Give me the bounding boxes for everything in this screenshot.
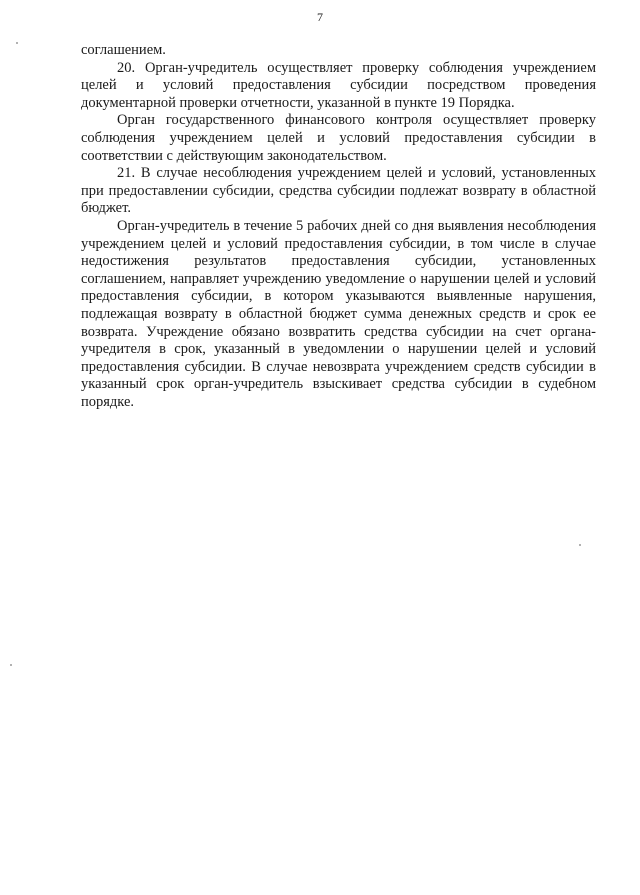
scan-speck (16, 42, 18, 44)
paragraph-continuation: соглашением. (81, 42, 166, 58)
paragraph-item-20: 20. Орган-учредитель осуществляет проверку соблюдения учреждением целей и условий предоставления субсидии посредством проведения документарной проверки отчетности, указанной в пункте 19 Порядка. (81, 59, 596, 111)
page-number: 7 (317, 10, 323, 24)
scan-speck (579, 544, 581, 546)
scan-speck (10, 664, 12, 666)
paragraph-notification: Орган-учредитель в течение 5 рабочих дней со дня выявления несоблюдения учреждением целей и условий предоставления субсидии, в том числе в случае недостижения результатов предоставления субсидии, установленных соглашением, направляет учреждению уведомление о нарушении целей и условий предоставления субсидии, в котором указываются выявленные нарушения, подлежащая возврату в областной бюджет сумма денежных средств и срок ее возврата. Учреждение обязано возвратить средства субсидии на счет органа-учредителя в срок, указанный в уведомлении о нарушении целей и условий предоставления субсидии. В случае невозврата учреждением средств субсидии в указанный срок орган-учредитель взыскивает средства субсидии в судебном порядке. (81, 217, 596, 410)
paragraph-financial-control: Орган государственного финансового контроля осуществляет проверку соблюдения учреждением целей и условий предоставления субсидии в соответствии с действующим законодательством. (81, 112, 596, 164)
paragraph-item-21: 21. В случае несоблюдения учреждением целей и условий, установленных при предоставлении субсидии, средства субсидии подлежат возврату в областной бюджет. (81, 165, 596, 217)
document-body (81, 42, 596, 411)
